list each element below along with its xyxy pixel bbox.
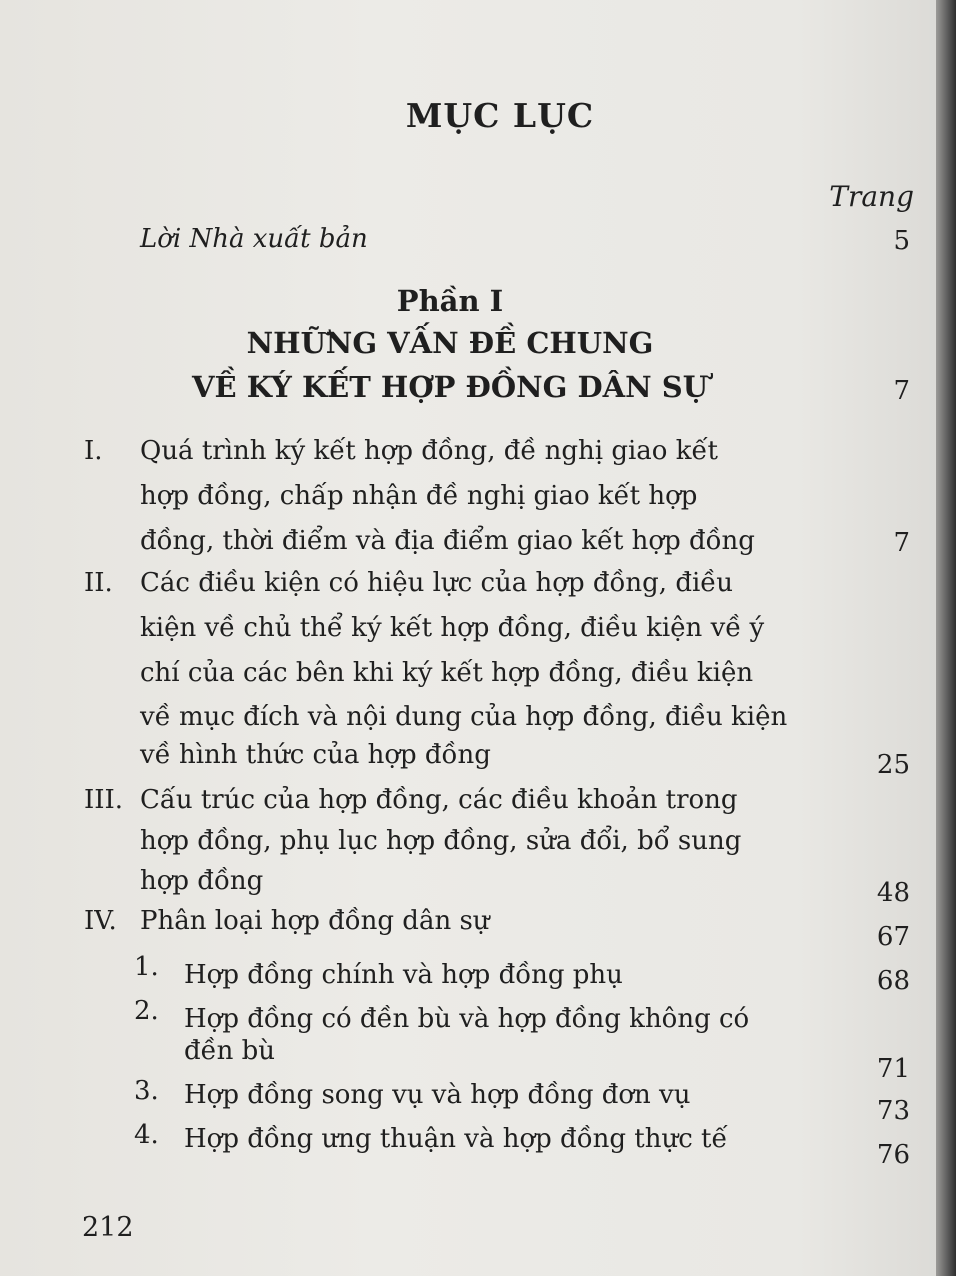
- subsection-page: 71: [876, 1054, 910, 1084]
- section-line: Phân loại hợp đồng dân sự: [140, 906, 490, 936]
- part-title-line-1: NHỮNG VẤN ĐỀ CHUNG: [246, 326, 654, 360]
- page-column-label: Trang: [829, 180, 914, 213]
- subsection-number: 2.: [134, 996, 159, 1026]
- section-number: II.: [84, 568, 113, 598]
- subsection-line: Hợp đồng có đền bù và hợp đồng không có: [184, 1004, 750, 1034]
- section-line: hợp đồng: [140, 866, 264, 896]
- section-line: Các điều kiện có hiệu lực của hợp đồng, điều: [140, 568, 734, 598]
- subsection-line: Hợp đồng ưng thuận và hợp đồng thực tế: [184, 1124, 728, 1154]
- subsection-line: Hợp đồng song vụ và hợp đồng đơn vụ: [184, 1080, 691, 1110]
- section-number: IV.: [84, 906, 117, 936]
- subsection-line: Hợp đồng chính và hợp đồng phụ: [184, 960, 623, 990]
- subsection-line: đền bù: [184, 1036, 276, 1066]
- section-line: hợp đồng, chấp nhận đề nghị giao kết hợp: [140, 481, 698, 511]
- part-title-line-2: VỀ KÝ KẾT HỢP ĐỒNG DÂN SỰ: [192, 370, 708, 404]
- preface-entry-page: 5: [893, 226, 910, 256]
- section-line: Quá trình ký kết hợp đồng, đề nghị giao kết: [140, 436, 718, 466]
- section-page: 67: [876, 922, 910, 952]
- section-line: về mục đích và nội dung của hợp đồng, điều kiện: [140, 702, 788, 732]
- preface-entry-label: Lời Nhà xuất bản: [140, 224, 368, 254]
- section-line: hợp đồng, phụ lục hợp đồng, sửa đổi, bổ sung: [140, 826, 742, 856]
- subsection-page: 68: [876, 966, 910, 996]
- subsection-number: 1.: [134, 952, 159, 982]
- section-page: 48: [876, 878, 910, 908]
- page-number: 212: [82, 1212, 134, 1243]
- section-line: chí của các bên khi ký kết hợp đồng, điều kiện: [140, 658, 754, 688]
- book-page-edge: [936, 0, 956, 1276]
- part-heading: Phần I: [396, 284, 504, 318]
- section-line: kiện về chủ thể ký kết hợp đồng, điều kiện về ý: [140, 613, 765, 643]
- section-number: III.: [84, 785, 124, 815]
- subsection-page: 76: [876, 1140, 910, 1170]
- toc-title: MỤC LỤC: [405, 96, 595, 135]
- section-line: đồng, thời điểm và địa điểm giao kết hợp đồng: [140, 526, 755, 556]
- subsection-page: 73: [876, 1096, 910, 1126]
- section-page: 25: [876, 750, 910, 780]
- part-page: 7: [893, 376, 910, 406]
- section-number: I.: [84, 436, 103, 466]
- section-page: 7: [893, 528, 910, 558]
- section-line: về hình thức của hợp đồng: [140, 740, 491, 770]
- subsection-number: 3.: [134, 1076, 159, 1106]
- subsection-number: 4.: [134, 1120, 159, 1150]
- section-line: Cấu trúc của hợp đồng, các điều khoản trong: [140, 785, 738, 815]
